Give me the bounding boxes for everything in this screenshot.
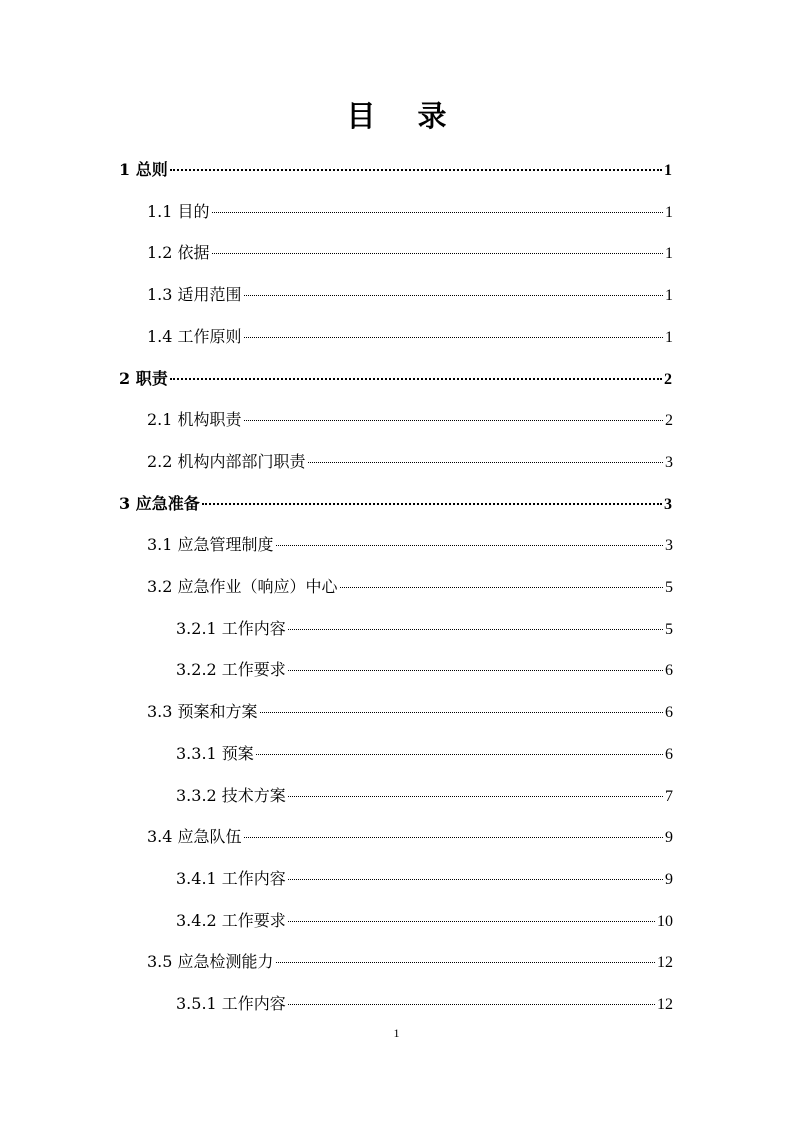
toc-dot-leader (244, 294, 663, 296)
toc-entry-text: 3.4 应急队伍 (147, 827, 242, 847)
toc-page-number: 10 (657, 912, 673, 930)
toc-page-number: 6 (665, 745, 673, 763)
toc-page-number: 3 (664, 495, 672, 513)
toc-entry[interactable] (147, 283, 673, 307)
toc-dot-leader (244, 419, 663, 421)
toc-entry[interactable] (147, 533, 673, 557)
toc-page-number: 3 (665, 453, 673, 471)
toc-dot-leader (212, 211, 663, 213)
toc-entry[interactable] (176, 784, 673, 808)
toc-entry-text: 3.4.2 工作要求 (176, 910, 286, 930)
toc-entry[interactable] (147, 241, 673, 265)
toc-entry[interactable] (119, 492, 672, 516)
toc-entry-text: 3.4.1 工作内容 (176, 868, 286, 888)
toc-page-number: 1 (664, 162, 672, 179)
toc-entry[interactable] (147, 825, 673, 849)
toc-dot-leader (288, 795, 663, 797)
toc-page-number: 12 (657, 996, 673, 1013)
toc-entry[interactable] (147, 200, 673, 224)
toc-page-number: 1 (665, 287, 673, 305)
toc-entry-text: 1 总则 (119, 160, 168, 179)
toc-entry-text: 1.4 工作原则 (147, 326, 242, 346)
toc-dot-leader (170, 377, 662, 380)
toc-dot-leader (202, 502, 662, 505)
toc-entry-text: 3.3.1 预案 (176, 743, 254, 763)
toc-page-number: 2 (665, 412, 673, 430)
toc-dot-leader (212, 252, 663, 254)
toc-page-number: 7 (665, 787, 673, 805)
toc-entry[interactable] (176, 909, 673, 933)
toc-entry[interactable] (147, 450, 673, 474)
toc-dot-leader (288, 669, 663, 671)
toc-entry[interactable] (147, 325, 673, 349)
toc-entry-text: 2.1 机构职责 (147, 410, 242, 430)
toc-dot-leader (308, 461, 663, 463)
toc-dot-leader (276, 544, 663, 546)
toc-dot-leader (288, 1003, 655, 1005)
toc-page-number: 3 (665, 537, 673, 555)
toc-page-number: 2 (664, 370, 672, 388)
toc-entry[interactable] (176, 617, 673, 641)
page-title: 目 录 (346, 99, 463, 133)
toc-entry-text: 1.1 目的 (147, 201, 210, 221)
toc-entry-text: 3.2.1 工作内容 (176, 618, 286, 638)
toc-entry[interactable] (147, 575, 673, 599)
toc-dot-leader (170, 168, 662, 171)
toc-dot-leader (244, 336, 663, 338)
toc-entry[interactable] (176, 867, 673, 891)
toc-page-number: 6 (665, 662, 673, 680)
toc-page-number: 1 (665, 203, 673, 221)
toc-entry[interactable] (176, 992, 673, 1016)
toc-dot-leader (276, 961, 655, 963)
toc-entry[interactable] (176, 742, 673, 766)
toc-entry[interactable] (147, 408, 673, 432)
toc-dot-leader (244, 836, 663, 838)
toc-entry-text: 3.2 应急作业（响应）中心 (147, 577, 338, 596)
toc-entry-text: 2.2 机构内部部门职责 (147, 451, 306, 471)
toc-entry[interactable] (119, 158, 672, 182)
toc-entry-text: 3.3 预案和方案 (147, 702, 258, 722)
toc-entry-text: 1.3 适用范围 (147, 285, 242, 305)
toc-page-number: 9 (665, 870, 673, 888)
toc-entry-text: 2 职责 (119, 368, 168, 388)
toc-page-number: 1 (665, 245, 673, 263)
toc-entry[interactable] (119, 367, 672, 391)
toc-page-number: 5 (665, 620, 673, 638)
toc-dot-leader (260, 711, 663, 713)
toc-entry[interactable] (147, 950, 673, 974)
toc-entry-text: 3.5 应急检测能力 (147, 952, 274, 972)
toc-page-number: 1 (665, 328, 673, 346)
toc-dot-leader (256, 753, 663, 755)
toc-page-number: 6 (665, 704, 673, 722)
toc-dot-leader (288, 920, 655, 922)
footer-page-number: 1 (393, 1026, 400, 1040)
toc-page-number: 5 (665, 579, 673, 596)
toc-entry[interactable] (147, 700, 673, 724)
toc-entry-text: 3.3.2 技术方案 (176, 785, 286, 805)
toc-entry-text: 3 应急准备 (119, 493, 200, 513)
toc-entry-text: 3.5.1 工作内容 (176, 994, 286, 1013)
toc-page-number: 9 (665, 829, 673, 847)
toc-entry-text: 1.2 依据 (147, 243, 210, 263)
toc-dot-leader (288, 878, 663, 880)
toc-entry-text: 3.1 应急管理制度 (147, 535, 274, 555)
toc-entry-text: 3.2.2 工作要求 (176, 660, 286, 680)
toc-page-number: 12 (657, 954, 673, 972)
toc-dot-leader (288, 628, 663, 630)
toc-entry[interactable] (176, 658, 673, 682)
toc-dot-leader (340, 586, 663, 588)
